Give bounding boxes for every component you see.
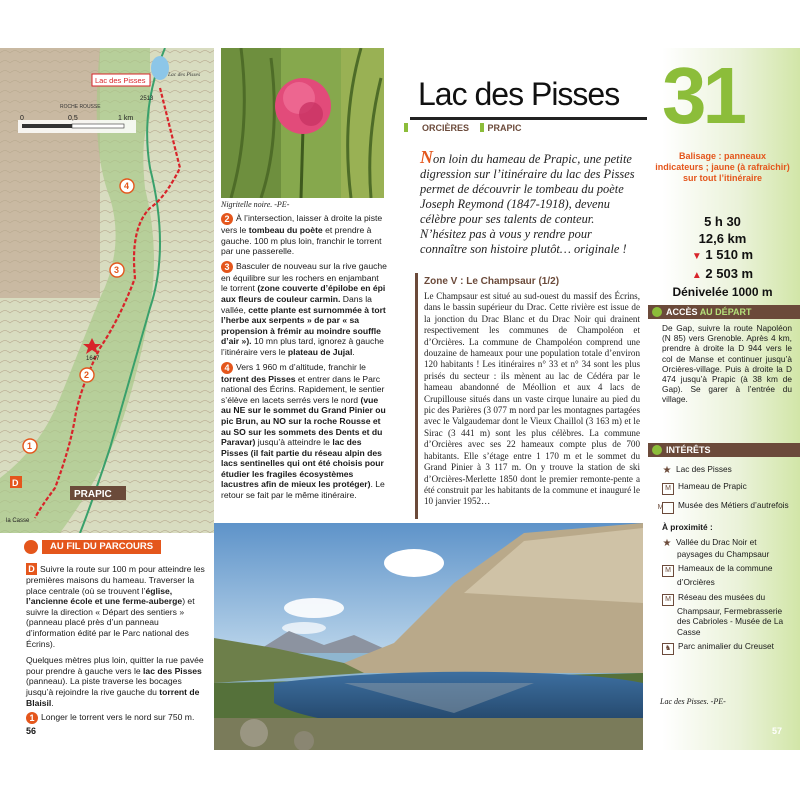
access-text: De Gap, suivre la route Napoléon (N 85) vers Grenoble. Après 4 km, prendre à droite la D 944 vers le col de Manse et continuer jusqu’à Orcières-village. Puis à droite la D 474 jusqu’à Prapic (à 38 km de Gap). Se garer à l’entrée du village. xyxy=(662,323,792,405)
access-header xyxy=(648,305,800,319)
scale-1km: 1 km xyxy=(118,115,134,122)
step-2-number: 2 xyxy=(221,213,233,225)
tag-orcieres: ORCIÈRES xyxy=(422,123,470,133)
bullet-icon xyxy=(652,445,662,455)
tag-prapic: PRAPIC xyxy=(487,123,522,133)
museum-icon: M xyxy=(662,565,674,577)
museum-icon: M xyxy=(662,483,674,495)
zone-body: Le Champsaur est situé au sud-ouest du massif des Écrins, dans le bassin supérieur du Drac. Cette rivière est issue de la jonction du Drac Blanc et du Drac Noir qui drainent respectivement les communes de Champoléon et d’Orcières. La commune de Champoléon comprend une douzaine de hameaux pour une population totale d’environ 120 habitants ! Les itinéraires n° 33 et n° 34 sont les plus prisés du secteur : ils mènent au lac de Cédéra par le hameau abandonné de Méollion et aux 4 lacs de Crupillouse situés dans un vaste cirque lunaire au pied du pic des Parières (3 077 m nord par les montagnes partagées avec le Valgaudemar dont le Vieux Chaillol (3 163 m) et le Sirac (3 441 m) sont les plus célèbres. La commune d’Orcières avec ses 22 hameaux compte plus de 700 habitants. Elle s’étage entre 1 170 m et le sommet du Grand Pinier à 3 117 m. On y trouve la station de ski d’Orcières-Merlette 1850 dont le premier remonte-pente a été construit par les habitants de la commune et inauguré le 10 janvier 1952… xyxy=(424,291,640,507)
step-d xyxy=(26,563,209,649)
route-number: 31 xyxy=(662,51,743,140)
interet-item: ★ Lac des Pisses xyxy=(662,464,732,476)
step-d-p2-bold2: torrent de Blaisil xyxy=(26,686,200,708)
title-block xyxy=(410,70,658,116)
step-4-number: 4 xyxy=(221,362,233,374)
step-d-continued xyxy=(26,655,209,708)
access-title-b: AU DÉPART xyxy=(699,307,752,317)
step-1-text: Longer le torrent vers le nord sur 750 m. xyxy=(41,712,195,723)
step-3-bold2: cette plante est surnommée à tort l’herbe aux serpents » de par « sa propension à frémir au moindre souffle d’air »). xyxy=(221,304,386,347)
step-3-bold3: plateau de Jujal xyxy=(287,346,353,357)
horse-icon: ♞ xyxy=(662,643,674,655)
step-3 xyxy=(221,261,387,358)
waypoint-4: 4 xyxy=(124,181,130,191)
step-3-text: Basculer de nouveau sur la rive gauche en équilibre sur les rochers en enjambant le torrent xyxy=(221,260,387,294)
map-casse-label: la Casse xyxy=(6,518,30,524)
step-d-p2-bold: lac des Pisses xyxy=(143,665,202,676)
step-4-bold: torrent des Pisses xyxy=(221,373,296,384)
museum-icon: M xyxy=(662,594,674,606)
alt-min: 1 510 m xyxy=(705,247,754,262)
step-d-text: Suivre la route sur 100 m pour atteindre les premières maisons du hameau. Traverser la place centrale (où se trouvent l’ xyxy=(26,564,205,596)
proximite-item: ★ Vallée du Drac Noir et paysages du Champsaur xyxy=(662,536,770,559)
flower-caption: Nigritelle noire. -PE- xyxy=(221,200,290,209)
interets-list xyxy=(657,464,794,655)
step-d-marker: D xyxy=(26,563,37,575)
page-number-right: 57 xyxy=(772,726,783,736)
map-lacs-label: Lac des Pisses xyxy=(168,72,201,78)
down-triangle-icon: ▼ xyxy=(691,251,702,262)
intro-paragraph xyxy=(420,147,638,257)
lake-image xyxy=(214,523,643,750)
distance: 12,6 km xyxy=(698,230,747,246)
stats-block xyxy=(655,214,790,301)
waypoint-d: D xyxy=(12,478,19,488)
bullet-icon xyxy=(652,307,662,317)
elev-2513: 2513 xyxy=(140,96,154,102)
step-3-number: 3 xyxy=(221,261,233,273)
interet-item: M Hameau de Prapic xyxy=(662,481,794,495)
zone-rule xyxy=(415,273,418,519)
intro-text: on loin du hameau de Prapic, une petite digression sur l’itinéraire du lac des Pisses permet de découvrir le tombeau du poète Joseph Reymond (1847-1918), devenu célèbre pour ses talents de conteur. N’hésitez pas à vous y rendre pour connaître son histoire plutôt… originale ! xyxy=(420,152,635,256)
interets-title: INTÉRÊTS xyxy=(666,445,711,455)
scale-0: 0 xyxy=(20,115,24,122)
star-icon: ★ xyxy=(662,465,672,476)
step-d-p2-text2: (panneau). La piste traverse les bocages jusqu’à rejoindre la rive gauche du xyxy=(26,676,182,697)
proximite-item: ♞ Parc animalier du Creuset xyxy=(662,641,794,655)
map-lac-label: Lac des Pisses xyxy=(95,76,146,85)
alt-max-row xyxy=(655,266,790,285)
balisage-text: Balisage : panneaux indicateurs ; jaune (à rafraîchir) sur tout l’itinéraire xyxy=(655,151,790,183)
bullet-icon xyxy=(24,540,38,554)
au-fil-title: AU FIL DU PARCOURS xyxy=(42,540,161,554)
proximite-item: M Hameaux de la commune d’Orcières xyxy=(662,563,794,588)
route-map xyxy=(0,48,214,533)
waypoint-1: 1 xyxy=(27,441,33,451)
step-1-number: 1 xyxy=(26,712,38,724)
duration: 5 h 30 xyxy=(704,214,741,229)
steps-left-column xyxy=(26,563,209,724)
flower-photo xyxy=(221,48,384,198)
step-3-end: . xyxy=(352,346,355,357)
scale-half: 0,5 xyxy=(68,115,78,122)
step-4-text3: jusqu’à atteindre le xyxy=(255,437,333,448)
waypoint-2: 2 xyxy=(84,370,90,380)
lake-photo xyxy=(214,523,643,750)
museum-icon: M xyxy=(662,502,674,514)
up-triangle-icon: ▲ xyxy=(691,269,702,281)
au-fil-header xyxy=(24,539,174,555)
proximite-item: M Réseau des musées du Champsaur, Fermebrasserie des Cabrioles - Musée de La Casse xyxy=(662,592,794,638)
title-tags xyxy=(404,123,522,135)
step-2-bold: tombeau du poète xyxy=(248,225,323,235)
proximite-label: À proximité : xyxy=(662,522,713,532)
step-4-text2: et entrer dans le Parc national des Écrins. Rapidement, le sentier s’élève en lacets serrés vers le nord xyxy=(221,373,385,405)
step-2-text2: et prendre à gauche. 100 m plus loin, franchir le torrent par une passerelle. xyxy=(221,225,382,257)
interets-header xyxy=(648,443,800,457)
step-4-bold3: lac des Pisses (il fait partie du réseau alpin des lacs sentinelles qui ont été choisis pour étudier les fragiles écosystèmes lacustres afin de mieux les protéger) xyxy=(221,437,384,490)
map-roche-label: ROCHE ROUSSE xyxy=(60,104,101,110)
step-4-text4: . Le retour se fait par le même itinéraire. xyxy=(221,479,385,501)
page-title: Lac des Pisses xyxy=(418,76,620,112)
step-3-bold: (zone couverte d’épilobe en épi aux fleurs de couleur carmin. xyxy=(221,283,386,304)
interet-item: M Musée des Métiers d’autrefois xyxy=(662,500,794,514)
step-d-p2-end: . xyxy=(51,697,54,708)
waypoint-3: 3 xyxy=(114,265,120,275)
nigritelle-image xyxy=(221,48,384,198)
step-d-p2: Quelques mètres plus loin, quitter la rue pavée pour prendre à gauche vers le xyxy=(26,655,204,676)
denivele: Dénivelée 1000 m xyxy=(672,285,773,299)
alt-max: 2 503 m xyxy=(705,265,754,281)
elev-1647: 1647 xyxy=(86,356,100,362)
access-title-a: ACCÈS xyxy=(666,307,698,317)
lake-caption: Lac des Pisses. -PE- xyxy=(660,697,726,706)
step-4-text: Vers 1 960 m d’altitude, franchir le xyxy=(236,361,366,372)
page-number-left: 56 xyxy=(26,726,37,736)
step-3-text3: 10 mn plus tard, ignorez à gauche l’itinéraire vers le xyxy=(221,336,384,357)
step-2-text: À l’intersection, laisser à droite la piste vers le xyxy=(221,213,383,235)
alt-min-row xyxy=(655,247,790,266)
map-prapic-label: PRAPIC xyxy=(74,489,112,500)
step-3-text2: Dans la vallée, xyxy=(221,293,372,315)
step-2 xyxy=(221,213,387,257)
step-1 xyxy=(26,712,209,724)
intro-drop-cap: N xyxy=(420,147,433,167)
step-d-bold: église, l’ancienne école et une ferme-auberge xyxy=(26,585,183,607)
access-title xyxy=(666,306,752,318)
zone-heading: Zone V : Le Champsaur (1/2) xyxy=(424,276,560,287)
map-graphic xyxy=(0,48,214,533)
title-rule xyxy=(410,117,658,120)
step-d-text2: ) et suivre la direction « Départ des sentiers » (panneau placé près d’un panneau d’information édité par le Parc national des Écrins). xyxy=(26,596,195,649)
step-4-bold2: (vue au NE sur le sommet du Grand Pinier ou pic Brun, au NO sur la roche Rousse et au SO sur les sommets des Dents et du Paravar) xyxy=(221,394,386,448)
star-icon: ★ xyxy=(662,537,672,549)
step-4 xyxy=(221,362,387,501)
steps-middle-column xyxy=(221,213,387,501)
